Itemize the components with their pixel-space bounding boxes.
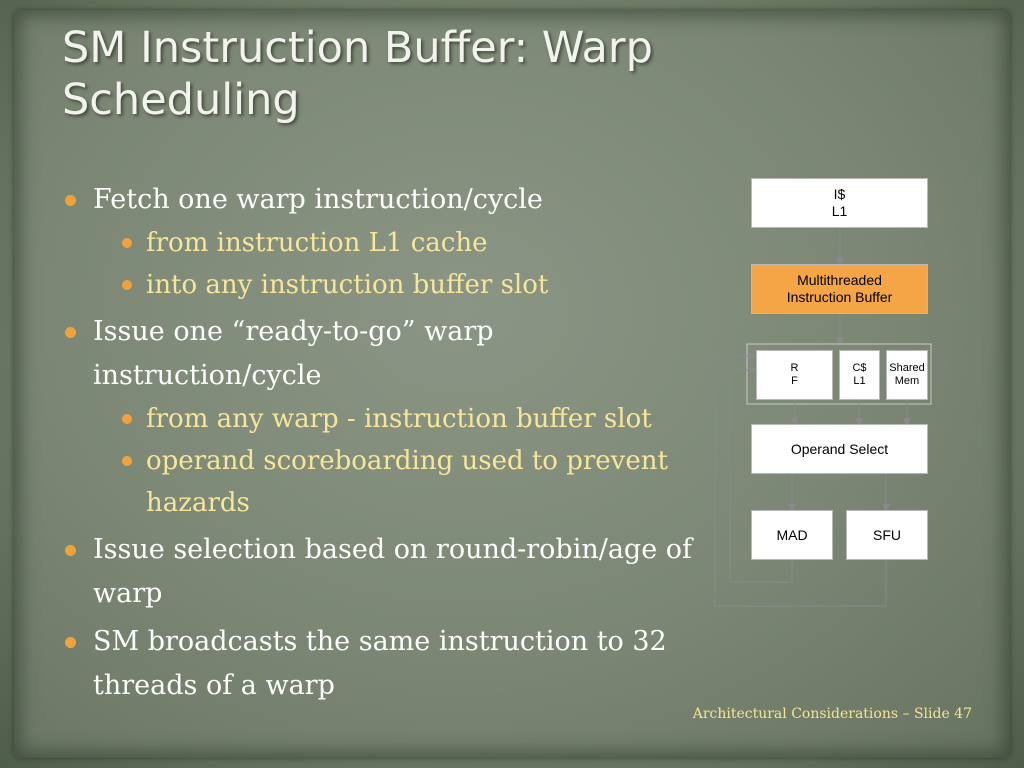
bullet-fetch	[62, 178, 702, 306]
bullet-icon	[122, 238, 132, 248]
bullet-text: SM broadcasts the same instruction to 32 threads of a warp	[93, 626, 667, 701]
sub-bullet-text: from any warp - instruction buffer slot	[146, 404, 652, 434]
shared-memory-block: Shared Mem	[886, 350, 928, 400]
sub-bullet	[106, 264, 702, 306]
register-file-block: R F	[756, 350, 833, 400]
bullet-icon	[122, 414, 132, 424]
bullet-broadcast	[62, 620, 702, 708]
bullet-icon	[65, 545, 76, 556]
sm-pipeline-diagram	[700, 170, 950, 620]
sub-bullet-text: from instruction L1 cache	[146, 228, 488, 258]
slide-title: SM Instruction Buffer: Warp Scheduling	[62, 23, 653, 125]
bullet-icon	[65, 637, 76, 648]
bullet-icon	[122, 280, 132, 290]
bullet-icon	[65, 195, 76, 206]
sub-bullet	[106, 222, 702, 264]
sub-bullet-text: operand scoreboarding used to prevent hazards	[146, 446, 668, 518]
icache-block: I$ L1	[751, 178, 928, 228]
slide-footer: Architectural Considerations – Slide 47	[692, 706, 972, 722]
bullet-issue	[62, 310, 702, 524]
bullet-issue-selection	[62, 528, 702, 616]
constant-cache-block: C$ L1	[839, 350, 880, 400]
bullet-list	[62, 178, 702, 712]
instruction-buffer-block: Multithreaded Instruction Buffer	[751, 264, 928, 314]
bullet-icon	[65, 327, 76, 338]
sfu-unit-block: SFU	[846, 510, 928, 560]
operand-select-block: Operand Select	[751, 424, 928, 474]
bullet-icon	[122, 456, 132, 466]
sub-bullet-text: into any instruction buffer slot	[146, 270, 549, 300]
bullet-text: Issue selection based on round-robin/age of warp	[93, 534, 693, 609]
sub-bullet	[106, 440, 702, 524]
bullet-text: Issue one “ready-to-go” warp instruction/cycle	[93, 316, 494, 391]
mad-unit-block: MAD	[751, 510, 833, 560]
bullet-text: Fetch one warp instruction/cycle	[93, 184, 543, 215]
sub-bullet	[106, 398, 702, 440]
